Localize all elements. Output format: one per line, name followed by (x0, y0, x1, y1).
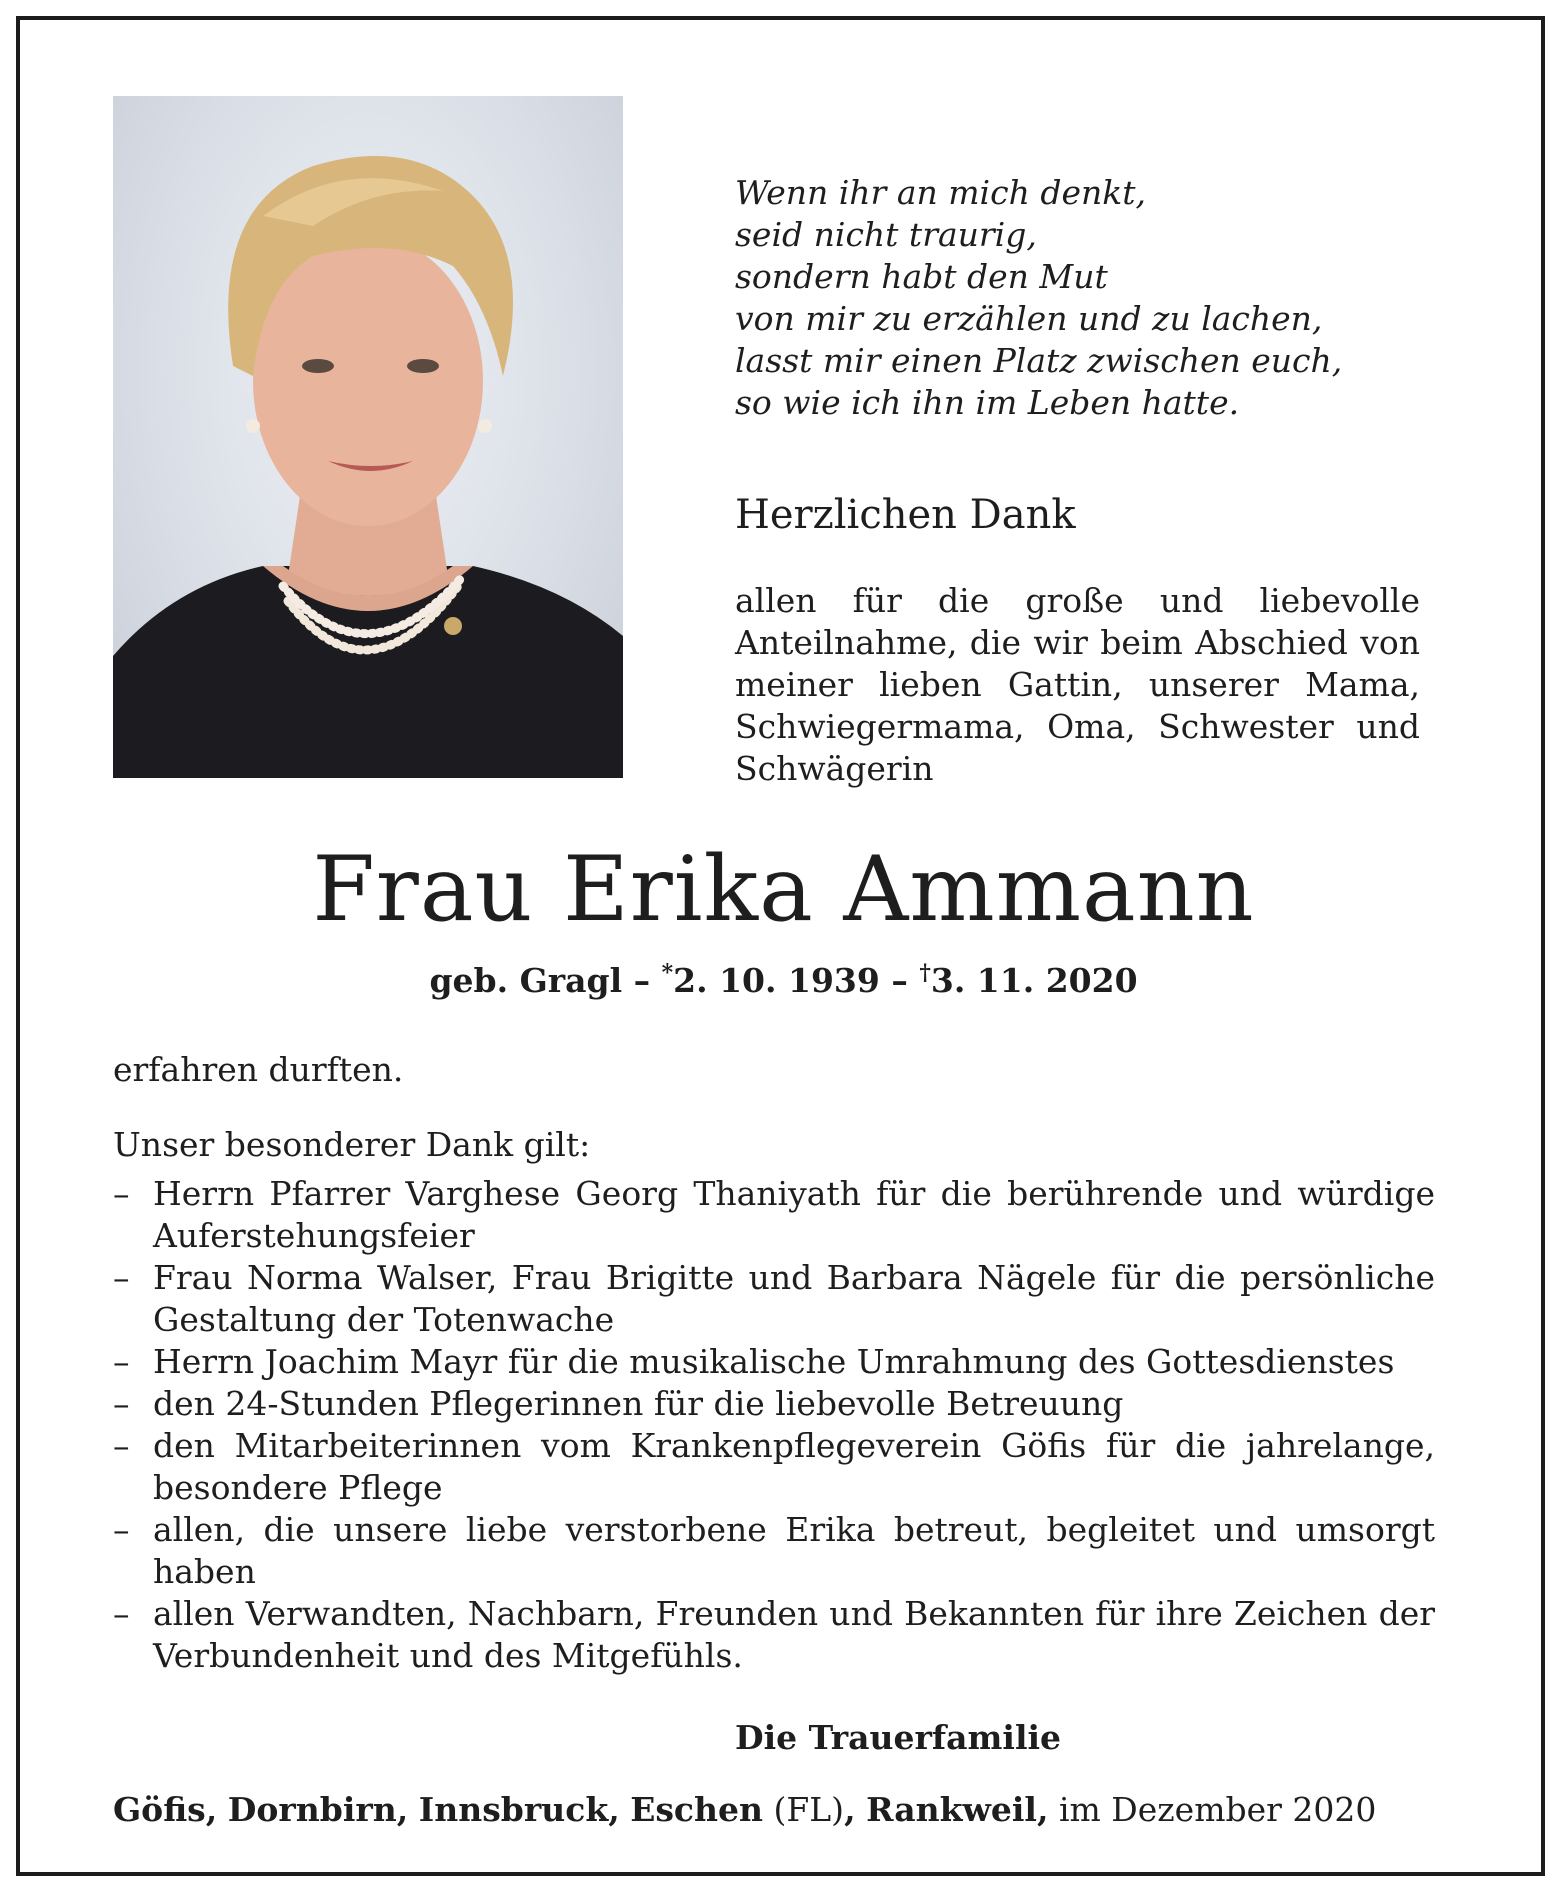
poem-line: seid nicht traurig, (735, 215, 1037, 254)
poem-line: lasst mir einen Platz zwischen euch, (735, 341, 1343, 380)
place-name: Eschen (630, 1790, 763, 1829)
life-dates (0, 960, 1567, 1000)
list-item: – allen Verwandten, Nachbarn, Freunden und Bekannten für ihre Zeichen der Verbundenheit und des Mitgefühls. (113, 1593, 1435, 1677)
special-thanks-intro: Unser besonderer Dank gilt: (113, 1125, 591, 1164)
list-item: – Frau Norma Walser, Frau Brigitte und Barbara Nägele für die persönliche Gestaltung der Totenwache (113, 1257, 1435, 1341)
birth-date: 2. 10. 1939 (673, 961, 880, 1000)
special-thanks-list (113, 1173, 1435, 1677)
thanks-continuation: erfahren durften. (113, 1050, 404, 1089)
portrait-photo (113, 96, 623, 778)
list-item: – Herrn Pfarrer Varghese Georg Thaniyath für die berührende und würdige Auferstehungsfeier (113, 1173, 1435, 1257)
list-item: – den Mitarbeiterinnen vom Krankenpflegeverein Göfis für die jahrelange, besondere Pflege (113, 1425, 1435, 1509)
footer-places: Göfis, Dornbirn, Innsbruck, Eschen (FL), Rankweil, im Dezember 2020 (113, 1790, 1377, 1829)
footer-date: im Dezember 2020 (1058, 1790, 1377, 1829)
deceased-name: Frau Erika Ammann (312, 837, 1255, 942)
place-name: Rankweil (866, 1790, 1037, 1829)
poem-line: Wenn ihr an mich denkt, (735, 173, 1146, 212)
list-item: – allen, die unsere liebe verstorbene Erika betreut, begleitet und umsorgt haben (113, 1509, 1435, 1593)
separator: – (633, 961, 651, 1000)
list-item: – Herrn Joachim Mayr für die musikalische Umrahmung des Gottesdienstes (113, 1341, 1435, 1383)
poem-line: sondern habt den Mut (735, 257, 1108, 296)
place-suffix: (FL) (773, 1790, 845, 1829)
born-symbol: * (661, 960, 674, 986)
separator: – (891, 961, 908, 1000)
birth-name: geb. Gragl (429, 961, 623, 1000)
poem-line: so wie ich ihn im Leben hatte. (735, 383, 1240, 422)
poem-line: von mir zu erzählen und zu lachen, (735, 299, 1323, 338)
died-symbol: † (919, 960, 931, 986)
poem (735, 172, 1455, 424)
thanks-heading: Herzlichen Dank (735, 492, 1076, 538)
place-name: Dornbirn (227, 1790, 397, 1829)
place-name: Göfis (113, 1790, 206, 1829)
thanks-intro: allen für die große und liebevolle Anteilnahme, die wir beim Abschied von meiner lieben Gattin, unserer Mama, Schwiegermama, Oma, Schwester und Schwägerin (735, 581, 1420, 788)
death-date: 3. 11. 2020 (930, 961, 1138, 1000)
signature: Die Trauerfamilie (735, 1718, 1062, 1757)
place-name: Innsbruck (418, 1790, 609, 1829)
list-item: – den 24-Stunden Pflegerinnen für die liebevolle Betreuung (113, 1383, 1435, 1425)
